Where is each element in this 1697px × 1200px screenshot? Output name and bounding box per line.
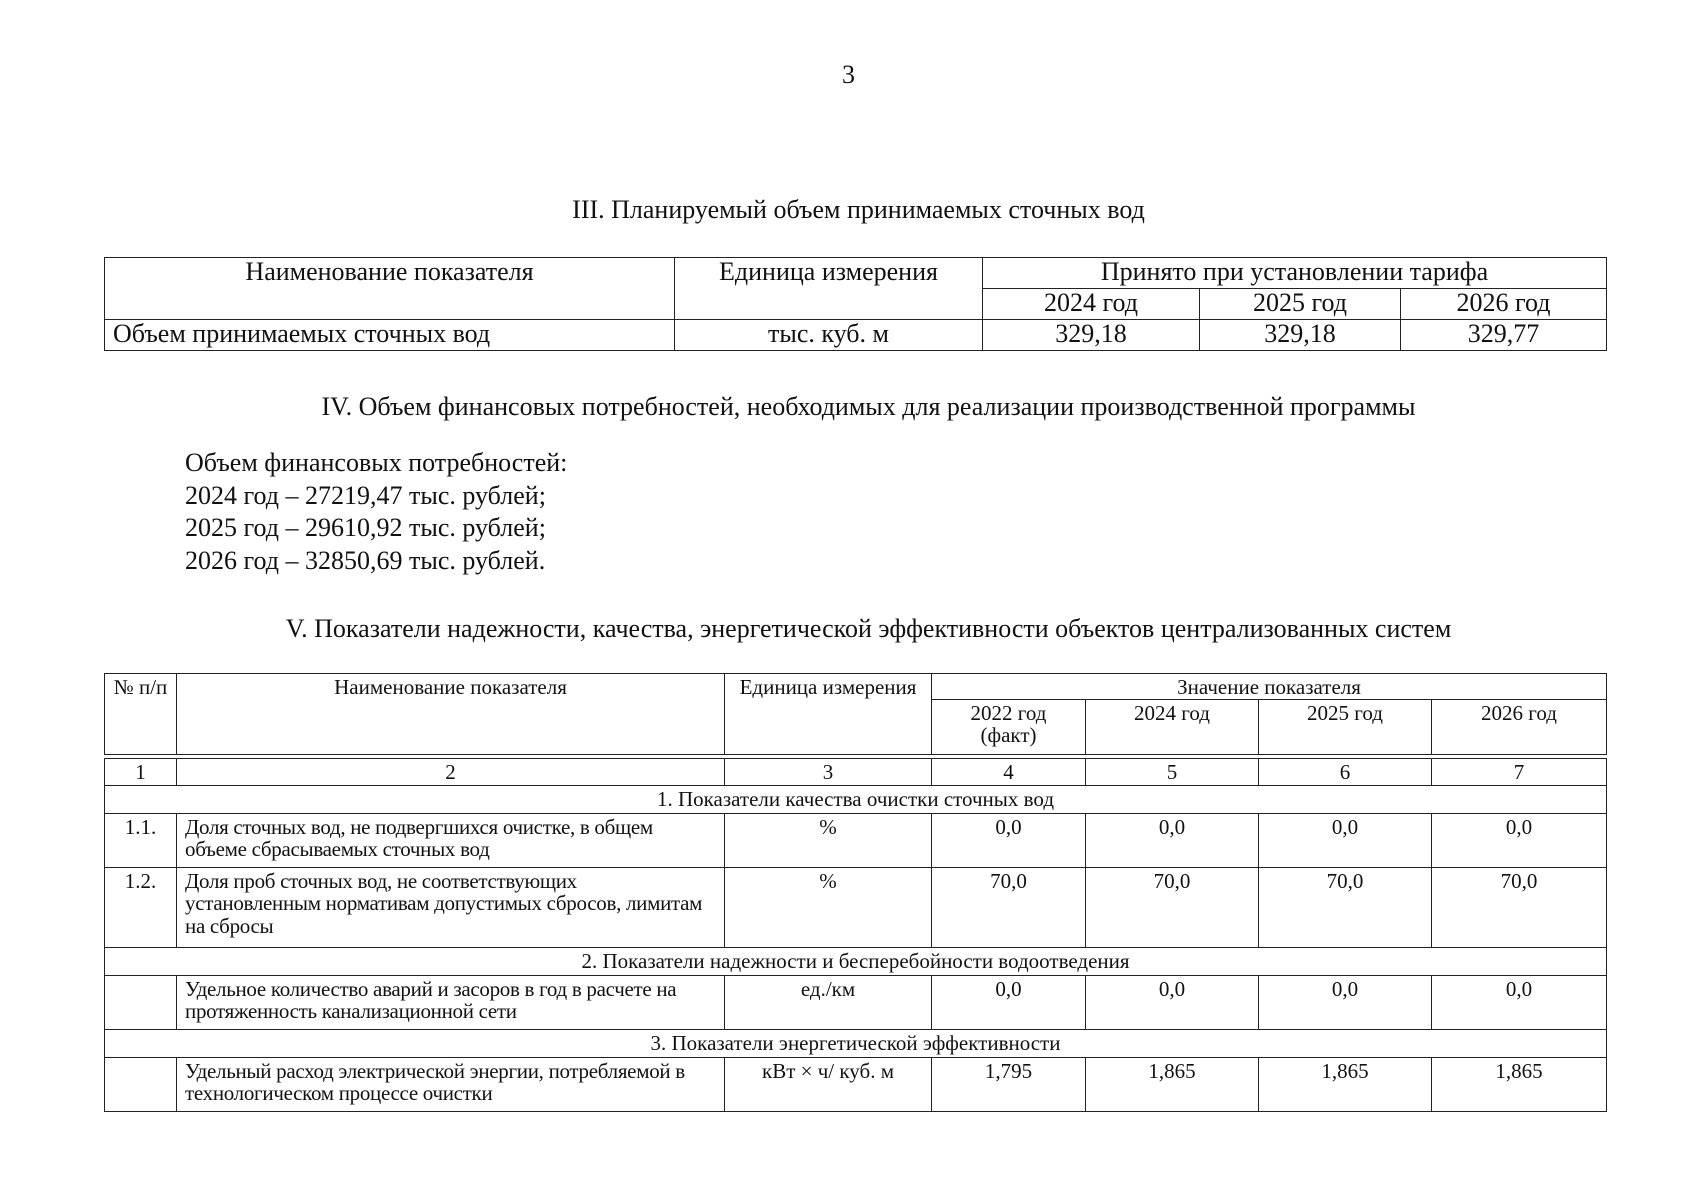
row-value: 0,0 <box>932 975 1086 1029</box>
row-number: 1.2. <box>105 867 177 947</box>
row-indicator-name: Удельное количество аварий и засоров в год в расчете на протяженность канализационной сети <box>177 975 725 1029</box>
header-tariff-group: Принято при установлении тарифа <box>983 258 1607 289</box>
column-number: 7 <box>1432 758 1607 785</box>
column-number: 2 <box>177 758 725 785</box>
row-value: 329,77 <box>1401 320 1607 351</box>
row-value: 0,0 <box>1086 975 1259 1029</box>
row-value: 70,0 <box>1432 867 1607 947</box>
row-indicator-name: Объем принимаемых сточных вод <box>105 320 675 351</box>
row-value: 70,0 <box>1086 867 1259 947</box>
row-unit: % <box>725 813 932 867</box>
section-3-title: III. Планируемый объем принимаемых сточных вод <box>572 195 1145 224</box>
row-value: 0,0 <box>1259 813 1432 867</box>
header-indicator-name: Наименование показателя <box>177 674 725 755</box>
header-year: 2025 год <box>1200 289 1401 320</box>
financial-needs-line: 2026 год – 32850,69 тыс. рублей. <box>185 545 546 575</box>
column-number-row <box>105 758 1607 785</box>
column-number: 5 <box>1086 758 1259 785</box>
table-row <box>105 867 1607 947</box>
row-number <box>105 1057 177 1111</box>
row-indicator-name: Доля сточных вод, не подвергшихся очистке, в общем объеме сбрасываемых сточных вод <box>177 813 725 867</box>
row-value: 1,865 <box>1432 1057 1607 1111</box>
row-value: 0,0 <box>1086 813 1259 867</box>
header-year: 2022 год (факт) <box>932 699 1086 754</box>
header-year: 2024 год <box>983 289 1200 320</box>
table-header-row <box>105 674 1607 700</box>
row-unit: ед./км <box>725 975 932 1029</box>
row-value: 1,865 <box>1086 1057 1259 1111</box>
header-year: 2024 год <box>1086 699 1259 754</box>
header-value-group: Значение показателя <box>932 674 1607 700</box>
table-row <box>105 320 1607 351</box>
financial-needs-heading: Объем финансовых потребностей: <box>185 448 568 477</box>
row-value: 1,865 <box>1259 1057 1432 1111</box>
row-value: 1,795 <box>932 1057 1086 1111</box>
column-number: 4 <box>932 758 1086 785</box>
group-title: 2. Показатели надежности и бесперебойности водоотведения <box>105 947 1607 975</box>
row-unit: тыс. куб. м <box>675 320 983 351</box>
section-5-title: V. Показатели надежности, качества, энергетической эффективности объектов централизованных систем <box>285 614 1452 643</box>
row-value: 0,0 <box>932 813 1086 867</box>
wastewater-volume-table <box>104 257 1607 351</box>
header-year: 2025 год <box>1259 699 1432 754</box>
column-number: 1 <box>105 758 177 785</box>
row-value: 70,0 <box>1259 867 1432 947</box>
section-4-title: IV. Объем финансовых потребностей, необходимых для реализации производственной программы <box>321 392 1416 421</box>
row-value: 329,18 <box>1200 320 1401 351</box>
row-value: 0,0 <box>1259 975 1432 1029</box>
table-row <box>105 813 1607 867</box>
group-title: 3. Показатели энергетической эффективности <box>105 1029 1607 1057</box>
financial-needs-block <box>185 447 567 577</box>
row-value: 0,0 <box>1432 975 1607 1029</box>
row-unit: кВт × ч/ куб. м <box>725 1057 932 1111</box>
row-value: 70,0 <box>932 867 1086 947</box>
group-title: 1. Показатели качества очистки сточных вод <box>105 785 1607 813</box>
table-row <box>105 975 1607 1029</box>
row-number: 1.1. <box>105 813 177 867</box>
table-header-row <box>105 258 1607 289</box>
header-unit: Единица измерения <box>675 258 983 320</box>
reliability-indicators-table <box>104 673 1607 1112</box>
financial-needs-line: 2025 год – 29610,92 тыс. рублей; <box>185 513 546 542</box>
financial-needs-line: 2024 год – 27219,47 тыс. рублей; <box>185 480 546 510</box>
row-value: 329,18 <box>983 320 1200 351</box>
table-row <box>105 1057 1607 1111</box>
header-year: 2026 год <box>1401 289 1607 320</box>
column-number: 6 <box>1259 758 1432 785</box>
column-number: 3 <box>725 758 932 785</box>
header-unit: Единица измерения <box>725 674 932 755</box>
group-title-row <box>105 785 1607 813</box>
row-indicator-name: Доля проб сточных вод, не соответствующих установленным нормативам допустимых сбросов, лимитам на сбросы <box>177 867 725 947</box>
header-indicator-name: Наименование показателя <box>105 258 675 320</box>
row-number <box>105 975 177 1029</box>
row-indicator-name: Удельный расход электрической энергии, потребляемой в технологическом процессе очистки <box>177 1057 725 1111</box>
header-year: 2026 год <box>1432 699 1607 754</box>
row-unit: % <box>725 867 932 947</box>
header-row-number: № п/п <box>105 674 177 755</box>
page-number: 3 <box>842 60 855 89</box>
group-title-row <box>105 947 1607 975</box>
group-title-row <box>105 1029 1607 1057</box>
row-value: 0,0 <box>1432 813 1607 867</box>
